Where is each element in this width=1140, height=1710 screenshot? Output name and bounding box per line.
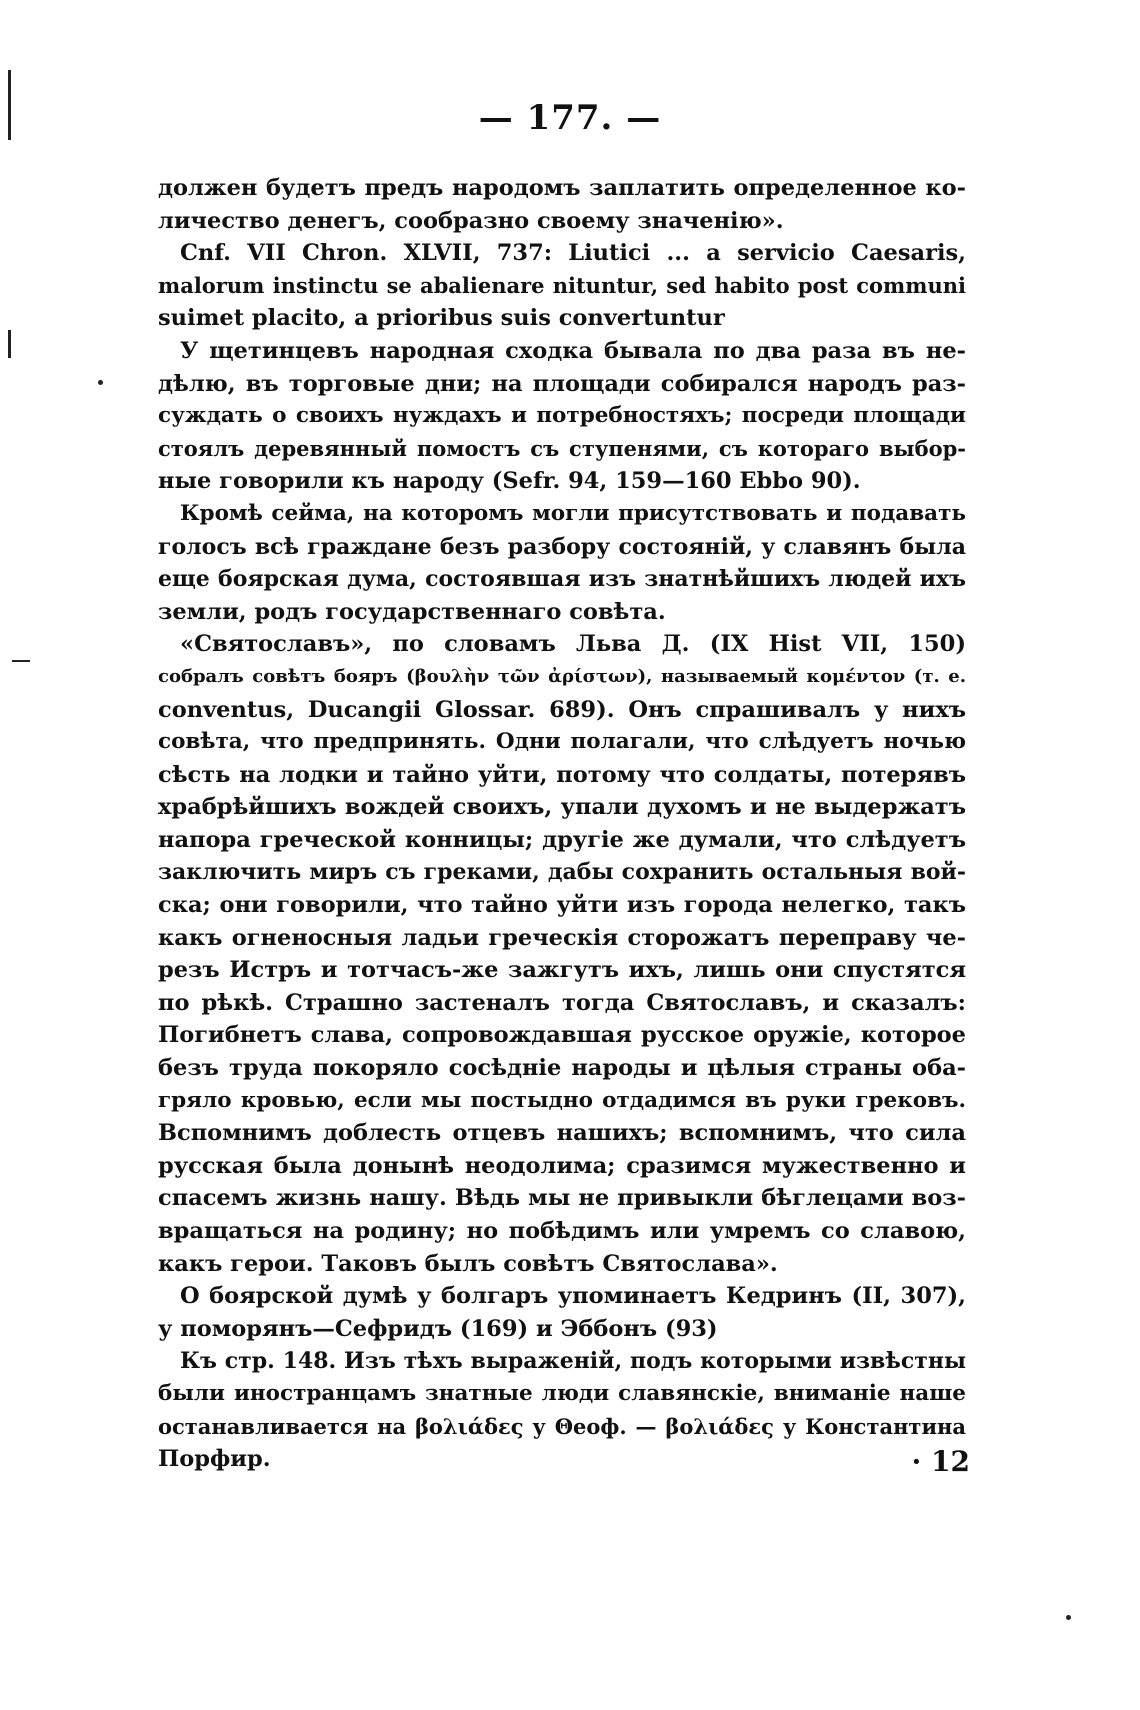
scan-margin-tick [12,660,30,662]
text-line: резъ Истръ и тотчасъ-же зажгутъ ихъ, лишь они спустятся [158,957,966,984]
scan-dot [1066,1615,1071,1620]
text-line: личество денегъ, сообразно своему значенію». [158,207,784,234]
text-line: стоялъ деревянный помостъ съ ступенями, съ котораго выбор- [158,435,966,461]
text-line: совѣта, что предпринять. Одни полагали, что слѣдуетъ ночью [158,729,966,755]
signature-mark: · 12 [911,1445,970,1478]
text-line: ска; они говорили, что тайно уйти изъ города нелегко, такъ [158,892,966,919]
text-line: напора греческой конницы; другіе же думали, что слѣдуетъ [158,826,966,853]
text-line: сѣсть на лодки и тайно уйти, потому что солдаты, потерявъ [158,761,966,788]
text-line: ные говорили къ народу (Sefr. 94, 159—160 Ebbo 90). [158,468,861,495]
text-line: суждать о своихъ нуждахъ и потребностяхъ; посреди площади [158,403,966,429]
text-line: suimet placito, a prioribus suis convertuntur [158,305,725,332]
text-line: дѣлю, въ торговые дни; на площади собирался народъ раз- [158,370,966,397]
text-line: Вспомнимъ доблесть отцевъ нашихъ; вспомнимъ, что сила [158,1120,966,1147]
text-line: останавливается на βολιάδες у Θеоф. — βολιάδες у Константина [158,1413,966,1439]
text-line: Къ стр. 148. Изъ тѣхъ выраженій, подъ которыми извѣстны [180,1348,966,1375]
text-line: были иностранцамъ знатные люди славянскіе, вниманіе наше [158,1380,966,1406]
text-line: У щетинцевъ народная сходка бывала по два раза въ не- [180,337,966,364]
text-line: по рѣкѣ. Страшно застеналъ тогда Святославъ, и сказалъ: [158,989,966,1016]
text-line: «Святославъ», по словамъ Льва Д. (IX Hist VII, 150) [180,631,966,658]
text-line: malorum instinctu se abalienare nituntur, sed habito post communi [158,272,966,298]
text-line: земли, родъ государственнаго совѣта. [158,598,666,625]
text-line: какъ огненосныя ладьи греческія сторожатъ переправу че- [158,924,966,951]
text-line: Погибнетъ слава, сопровождавшая русское оружіе, которое [158,1022,966,1049]
text-line: Кромѣ сейма, на которомъ могли присутствовать и подавать [180,500,966,526]
text-line: голосъ всѣ граждане безъ разбору состояній, у славянъ была [158,533,966,560]
text-line: conventus, Ducangii Glossar. 689). Онъ спрашивалъ у нихъ [158,696,966,723]
text-line: вращаться на родину; но побѣдимъ или умремъ со славою, [158,1218,966,1244]
text-line: у поморянъ—Сефридъ (169) и Эббонъ (93) [158,1315,718,1342]
text-line: должен будетъ предъ народомъ заплатить определенное ко- [158,175,966,201]
text-line: собралъ совѣтъ бояръ (βουλὴν τῶν ἀρίστων), называемый κομέντον (т. е. [158,665,966,687]
body-text [158,172,966,1476]
text-line: русская была донынѣ неодолима; сразимся мужественно и [158,1152,966,1179]
scan-margin-mark [8,330,11,358]
text-line: Порфир. [158,1446,271,1473]
scan-dot [98,380,103,385]
text-line: безъ труда покоряло сосѣдніе народы и цѣлыя страны оба- [158,1055,966,1082]
text-line: заключить миръ съ греками, дабы сохранить остальныя вой- [158,859,966,886]
text-line: О боярской думѣ у болгаръ упоминаетъ Кедринъ (II, 307), [180,1283,966,1310]
text-line: еще боярская дума, состоявшая изъ знатнѣйшихъ людей ихъ [158,566,966,593]
text-line: храбрѣйшихъ вождей своихъ, упали духомъ и не выдержатъ [158,794,966,821]
page-number: — 177. — [478,98,662,138]
text-line: спасемъ жизнь нашу. Вѣдь мы не привыкли бѣглецами воз- [158,1185,966,1212]
text-line: Cnf. VII Chron. XLVII, 737: Liutici ... a servicio Caesaris, [180,240,966,267]
text-line: гряло кровью, если мы постыдно отдадимся въ руки грековъ. [158,1087,966,1113]
text-line: какъ герои. Таковъ былъ совѣтъ Святослава». [158,1250,778,1277]
